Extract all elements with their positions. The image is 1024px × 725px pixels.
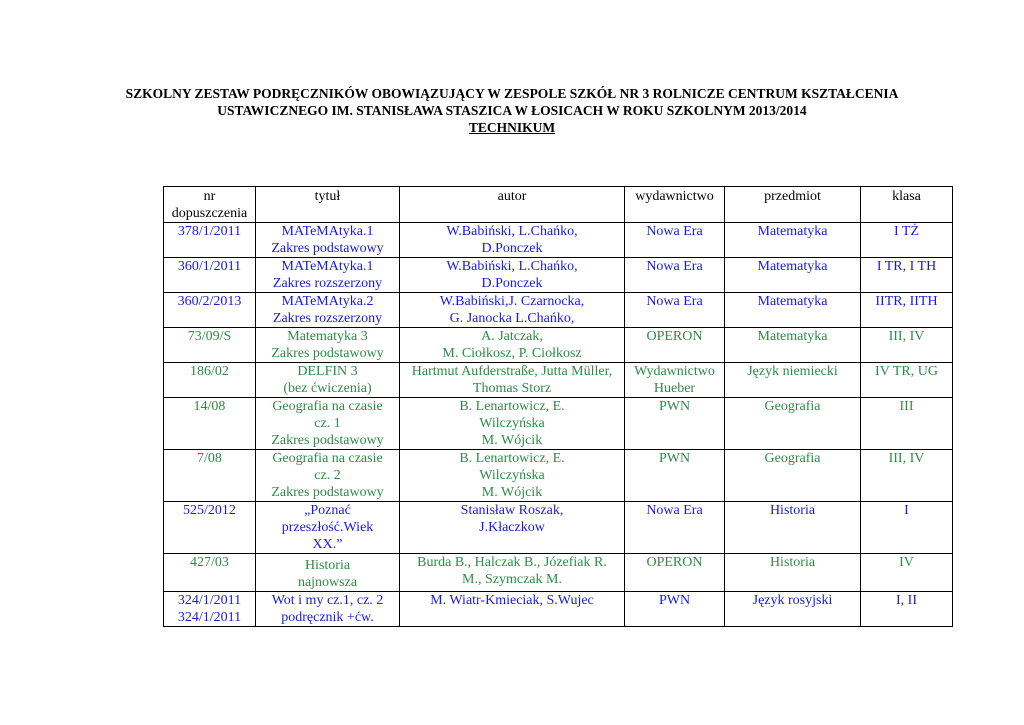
header-autor: autor — [400, 187, 625, 223]
cell-autor-line: Stanisław Roszak, — [460, 503, 564, 518]
header-nr — [164, 187, 256, 223]
cell-tytul — [256, 502, 400, 554]
cell-nr — [164, 258, 256, 293]
cell-klasa — [861, 502, 953, 554]
cell-autor-line: B. Lenartowicz, E. — [459, 399, 565, 414]
cell-tytul-line: cz. 2 — [314, 468, 341, 483]
cell-przedmiot-line: Język rosyjski — [752, 593, 833, 608]
cell-klasa — [861, 363, 953, 398]
cell-wydawnictwo-line: Nowa Era — [646, 224, 703, 239]
cell-przedmiot-line: Język niemiecki — [747, 364, 838, 379]
cell-przedmiot — [725, 258, 861, 293]
cell-klasa-line: I, II — [896, 593, 917, 608]
cell-autor-line: D.Ponczek — [481, 241, 543, 256]
table-row — [164, 293, 953, 328]
heading-line-3: TECHNIKUM — [468, 120, 556, 135]
cell-nr-line: 324/1/2011 — [177, 610, 242, 625]
cell-przedmiot — [725, 554, 861, 592]
cell-tytul — [256, 328, 400, 363]
cell-nr-line: 427/03 — [190, 555, 229, 570]
cell-nr — [164, 450, 256, 502]
cell-wydawnictwo — [625, 258, 725, 293]
cell-autor-line: D.Ponczek — [481, 276, 543, 291]
cell-wydawnictwo-line: PWN — [658, 399, 691, 414]
cell-nr-line: 7/08 — [197, 451, 222, 466]
cell-przedmiot — [725, 328, 861, 363]
cell-tytul — [256, 363, 400, 398]
heading-line-2: USTAWICZNEGO IM. STANISŁAWA STASZICA W ŁOSICACH W ROKU SZKOLNYM 2013/2014 — [217, 103, 807, 118]
cell-tytul-line: najnowsza — [297, 575, 358, 590]
header-nr-line-2: dopuszczenia — [171, 206, 248, 221]
cell-klasa-line: III, IV — [888, 329, 925, 344]
cell-nr-line: 14/08 — [193, 399, 226, 414]
cell-klasa — [861, 223, 953, 258]
header-klasa: klasa — [861, 187, 953, 223]
cell-przedmiot — [725, 223, 861, 258]
cell-tytul — [256, 258, 400, 293]
cell-wydawnictwo-line: PWN — [658, 593, 691, 608]
cell-klasa — [861, 450, 953, 502]
cell-autor-line: B. Lenartowicz, E. — [459, 451, 565, 466]
table-row — [164, 554, 953, 592]
cell-autor — [400, 293, 625, 328]
cell-klasa — [861, 258, 953, 293]
cell-wydawnictwo-line: Nowa Era — [646, 294, 703, 309]
cell-autor-line: G. Janocka L.Chańko, — [449, 311, 575, 326]
table-body — [164, 223, 953, 627]
cell-przedmiot-line: Matematyka — [757, 224, 828, 239]
cell-tytul — [256, 592, 400, 627]
cell-wydawnictwo-line: OPERON — [646, 555, 703, 570]
cell-autor-line: M., Szymczak M. — [462, 572, 562, 587]
cell-tytul-line: Geografia na czasie — [272, 399, 383, 414]
table-row — [164, 258, 953, 293]
header-przedmiot: przedmiot — [725, 187, 861, 223]
table-row — [164, 328, 953, 363]
cell-nr — [164, 328, 256, 363]
cell-klasa-line: IITR, IITH — [875, 294, 938, 309]
cell-tytul-line: Zakres rozszerzony — [272, 276, 383, 291]
cell-wydawnictwo — [625, 293, 725, 328]
cell-przedmiot-line: Geografia — [764, 399, 821, 414]
cell-wydawnictwo — [625, 398, 725, 450]
heading-line-1: SZKOLNY ZESTAW PODRĘCZNIKÓW OBOWIĄZUJĄCY W ZESPOLE SZKÓŁ NR 3 ROLNICZE CENTRUM KSZTAŁCENIA — [125, 86, 899, 101]
cell-nr — [164, 398, 256, 450]
cell-wydawnictwo-line: Nowa Era — [646, 259, 703, 274]
header-nr-line-1: nr — [203, 189, 216, 204]
cell-wydawnictwo-line: Nowa Era — [646, 503, 703, 518]
cell-tytul — [256, 293, 400, 328]
cell-wydawnictwo-line: Wydawnictwo — [634, 364, 715, 379]
cell-autor-line: J.Kłaczkow — [479, 520, 545, 535]
cell-klasa-line: III — [899, 399, 914, 414]
cell-klasa — [861, 398, 953, 450]
cell-przedmiot — [725, 398, 861, 450]
cell-nr-line: 360/2/2013 — [177, 294, 242, 309]
cell-tytul-line: XX.” — [312, 537, 343, 552]
cell-wydawnictwo-line: Hueber — [653, 381, 696, 396]
document-heading — [0, 85, 1024, 136]
cell-autor-line: W.Babiński, L.Chańko, — [446, 259, 578, 274]
cell-przedmiot — [725, 592, 861, 627]
table-row — [164, 592, 953, 627]
cell-przedmiot-line: Historia — [769, 555, 816, 570]
cell-klasa-line: I TŻ — [893, 224, 919, 239]
cell-przedmiot-line: Geografia — [764, 451, 821, 466]
table-row — [164, 450, 953, 502]
cell-autor — [400, 502, 625, 554]
cell-przedmiot-line: Matematyka — [757, 294, 828, 309]
cell-tytul-line: Zakres podstawowy — [271, 433, 384, 448]
cell-tytul — [256, 450, 400, 502]
cell-autor-line: Wilczyńska — [479, 416, 545, 431]
cell-autor-line: Thomas Storz — [472, 381, 552, 396]
cell-autor — [400, 450, 625, 502]
cell-tytul-line: Zakres podstawowy — [271, 485, 384, 500]
cell-tytul-line: (bez ćwiczenia) — [283, 381, 372, 396]
cell-tytul-line: Zakres rozszerzony — [272, 311, 383, 326]
cell-autor-line: Burda B., Halczak B., Józefiak R. — [417, 555, 607, 570]
cell-autor — [400, 223, 625, 258]
cell-nr-line: 186/02 — [190, 364, 229, 379]
cell-wydawnictwo — [625, 502, 725, 554]
cell-autor-line: M. Wójcik — [481, 433, 543, 448]
table-row — [164, 398, 953, 450]
cell-przedmiot-line: Matematyka — [757, 329, 828, 344]
header-tytul: tytuł — [256, 187, 400, 223]
cell-tytul-line: Zakres podstawowy — [271, 241, 384, 256]
cell-tytul-line: przeszłość.Wiek — [281, 520, 374, 535]
cell-tytul-line: Historia — [304, 558, 351, 573]
cell-nr-line: 525/2012 — [183, 503, 236, 518]
cell-przedmiot — [725, 502, 861, 554]
cell-tytul-line: DELFIN 3 — [297, 364, 358, 379]
cell-wydawnictwo — [625, 554, 725, 592]
cell-tytul-line: podręcznik +ćw. — [281, 610, 374, 625]
cell-nr — [164, 592, 256, 627]
cell-tytul-line: MATeMAtyka.1 — [281, 259, 374, 274]
cell-klasa-line: IV TR, UG — [875, 364, 938, 379]
cell-nr — [164, 554, 256, 592]
cell-przedmiot — [725, 293, 861, 328]
cell-klasa — [861, 293, 953, 328]
cell-nr-line: 324/1/2011 — [177, 593, 242, 608]
cell-autor-line: Wilczyńska — [479, 468, 545, 483]
cell-klasa-line: I TR, I TH — [876, 259, 937, 274]
cell-tytul — [256, 554, 400, 592]
cell-autor-line: M. Wójcik — [481, 485, 543, 500]
cell-wydawnictwo — [625, 450, 725, 502]
cell-klasa — [861, 554, 953, 592]
table-header-row — [164, 187, 953, 223]
cell-wydawnictwo — [625, 328, 725, 363]
cell-tytul-line: Matematyka 3 — [287, 329, 368, 344]
cell-autor — [400, 554, 625, 592]
cell-tytul-line: Wot i my cz.1, cz. 2 — [271, 593, 384, 608]
cell-klasa-line: IV — [899, 555, 914, 570]
cell-tytul-line: „Poznać — [304, 503, 351, 518]
cell-wydawnictwo — [625, 363, 725, 398]
cell-nr-line: 378/1/2011 — [177, 224, 242, 239]
cell-wydawnictwo-line: OPERON — [646, 329, 703, 344]
cell-przedmiot-line: Historia — [769, 503, 816, 518]
cell-tytul-line: cz. 1 — [314, 416, 341, 431]
cell-autor-line: W.Babiński, L.Chańko, — [446, 224, 578, 239]
cell-nr — [164, 223, 256, 258]
cell-wydawnictwo — [625, 223, 725, 258]
cell-autor-line: W.Babiński,J. Czarnocka, — [439, 294, 585, 309]
cell-klasa-line: I — [904, 503, 909, 518]
cell-nr — [164, 293, 256, 328]
cell-autor-line: A. Jatczak, — [481, 329, 543, 344]
cell-tytul — [256, 223, 400, 258]
cell-tytul-line: MATeMAtyka.2 — [281, 294, 374, 309]
cell-autor — [400, 258, 625, 293]
cell-przedmiot — [725, 363, 861, 398]
cell-nr — [164, 363, 256, 398]
cell-autor — [400, 363, 625, 398]
cell-autor-line: M. Ciołkosz, P. Ciołkosz — [442, 346, 582, 361]
cell-autor-line: Hartmut Aufderstraße, Jutta Müller, — [411, 364, 613, 379]
table-row — [164, 223, 953, 258]
cell-klasa — [861, 328, 953, 363]
header-wydawnictwo: wydawnictwo — [625, 187, 725, 223]
cell-tytul-line: Geografia na czasie — [272, 451, 383, 466]
cell-klasa — [861, 592, 953, 627]
cell-tytul — [256, 398, 400, 450]
cell-nr — [164, 502, 256, 554]
cell-nr-line: 360/1/2011 — [177, 259, 242, 274]
cell-nr-line: 73/09/S — [187, 329, 232, 344]
table-row — [164, 502, 953, 554]
cell-wydawnictwo — [625, 592, 725, 627]
cell-klasa-line: III, IV — [888, 451, 925, 466]
cell-tytul-line: Zakres podstawowy — [271, 346, 384, 361]
cell-autor — [400, 592, 625, 627]
cell-autor — [400, 328, 625, 363]
textbook-table — [163, 186, 953, 627]
cell-autor-line: M. Wiatr-Kmieciak, S.Wujec — [430, 593, 594, 608]
cell-autor — [400, 398, 625, 450]
cell-tytul-line: MATeMAtyka.1 — [281, 224, 374, 239]
cell-wydawnictwo-line: PWN — [658, 451, 691, 466]
table-row — [164, 363, 953, 398]
cell-przedmiot — [725, 450, 861, 502]
cell-przedmiot-line: Matematyka — [757, 259, 828, 274]
